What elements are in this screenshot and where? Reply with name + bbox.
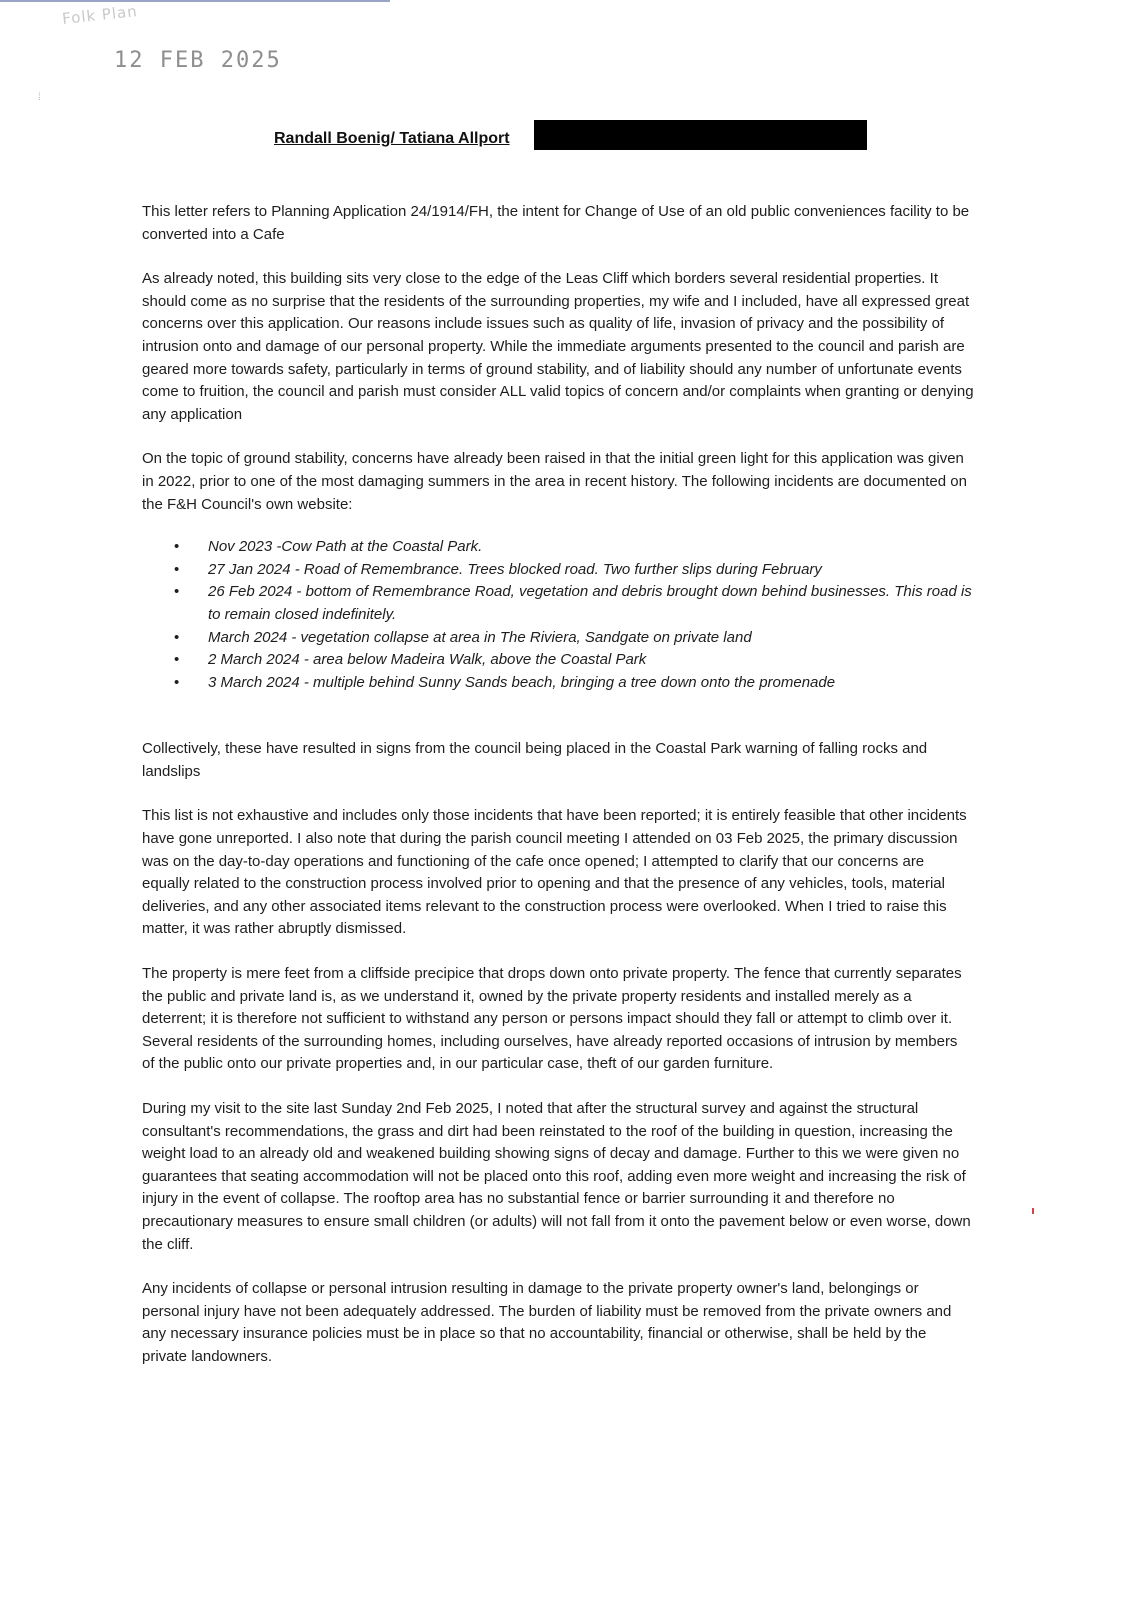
bullet-icon: • bbox=[174, 651, 180, 669]
date-received-stamp: 12 FEB 2025 bbox=[114, 48, 282, 73]
scan-speck: ⁞ bbox=[38, 92, 41, 103]
paragraph-unreported-incidents: This list is not exhaustive and includes only those incidents that have been reported; it is entirely feasible that other incidents have gone unreported. I also note that during the parish council meeting I attended on 03 Feb 2025, the primary discussion was on the day-to-day operations and functioning of the cafe once opened; I attempted to clarify that our concerns are equally related to the construction process involved prior to opening and that the presence of any vehicles, tools, material deliveries, and any other associated items relevant to the construction process were overlooked. When I tried to raise this matter, it was rather abruptly dismissed. bbox=[142, 807, 967, 938]
paragraph-site-visit: During my visit to the site last Sunday 2nd Feb 2025, I noted that after the structural survey and against the structural consultant's recommendations, the grass and dirt had been reinstated to the roof of the building in question, increasing the weight load to an already old and weakened building showing signs of decay and damage. Further to this we were given no guarantees that seating accommodation will not be placed onto this roof, adding even more weight and increasing the risk of injury in the event of collapse. The rooftop area has no substantial fence or barrier surrounding it and therefore no precautionary measures to ensure small children (or adults) will not fall from it onto the pavement below or even worse, down the cliff. bbox=[142, 1100, 971, 1253]
bullet-icon: • bbox=[174, 538, 180, 556]
incident-item: • March 2024 - vegetation collapse at area in The Riviera, Sandgate on private land bbox=[142, 627, 974, 650]
bullet-icon: • bbox=[174, 583, 180, 601]
margin-ink-mark bbox=[1032, 1208, 1034, 1214]
redaction-block bbox=[534, 120, 867, 150]
paragraph-ground-stability: On the topic of ground stability, concerns have already been raised in that the initial green light for this application was given in 2022, prior to one of the most damaging summers in the area in recent history. The following incidents are documented on the F&H Council's own website: bbox=[142, 450, 967, 513]
paragraph-warning-signs: Collectively, these have resulted in signs from the council being placed in the Coastal Park warning of falling rocks and landslips bbox=[142, 740, 928, 780]
bullet-icon: • bbox=[174, 673, 180, 691]
bullet-icon: • bbox=[174, 628, 180, 646]
paragraph-application-reference: This letter refers to Planning Application 24/1914/FH, the intent for Change of Use of an old public conveniences facility to be converted into a Cafe bbox=[142, 203, 970, 243]
incident-item: • 3 March 2024 - multiple behind Sunny Sands beach, bringing a tree down onto the promenade bbox=[142, 672, 974, 695]
paragraph-liability: Any incidents of collapse or personal intrusion resulting in damage to the private property owner's land, belongings or personal injury have not been adequately addressed. The burden of liability must be removed from the private owners and any necessary insurance policies must be in place so that no accountability, financial or otherwise, shall be held by the private landowners. bbox=[142, 1280, 952, 1365]
incident-item: • 26 Feb 2024 - bottom of Remembrance Road, vegetation and debris brought down behind businesses. This road is to remain closed indefinitely. bbox=[174, 583, 972, 623]
incident-item: • Nov 2023 -Cow Path at the Coastal Park. bbox=[142, 536, 974, 559]
faint-received-stamp: Folk Plan bbox=[61, 2, 139, 28]
incident-item: • 27 Jan 2024 - Road of Remembrance. Trees blocked road. Two further slips during February bbox=[142, 559, 974, 582]
letter-body bbox=[142, 201, 974, 1391]
letter-header bbox=[274, 120, 867, 150]
author-names: Randall Boenig/ Tatiana Allport bbox=[274, 130, 510, 147]
bullet-icon: • bbox=[174, 560, 180, 578]
incident-item: • 2 March 2024 - area below Madeira Walk, above the Coastal Park bbox=[142, 649, 974, 672]
paragraph-fence-intrusion: The property is mere feet from a cliffside precipice that drops down onto private property. The fence that currently separates the public and private land is, as we understand it, owned by the private property residents and installed merely as a deterrent; it is therefore not sufficient to withstand any person or persons impact should they fall or attempt to climb over it. Several residents of the surrounding homes, including ourselves, have already reported occasions of intrusion by members of the public onto our private properties and, in our particular case, theft of our garden furniture. bbox=[142, 965, 962, 1073]
incident-list bbox=[142, 536, 974, 694]
scan-edge-line bbox=[0, 0, 390, 2]
paragraph-residents-concerns: As already noted, this building sits very close to the edge of the Leas Cliff which borders several residential properties. It should come as no surprise that the residents of the surrounding properties, my wife and I included, have all expressed great concerns over this application. Our reasons include issues such as quality of life, invasion of privacy and the possibility of intrusion onto and damage of our personal property. While the immediate arguments presented to the council and parish are geared more towards safety, particularly in terms of ground stability, and of liability should any number of unfortunate events come to fruition, the council and parish must consider ALL valid topics of concern and/or complaints when granting or denying any application bbox=[142, 270, 974, 423]
